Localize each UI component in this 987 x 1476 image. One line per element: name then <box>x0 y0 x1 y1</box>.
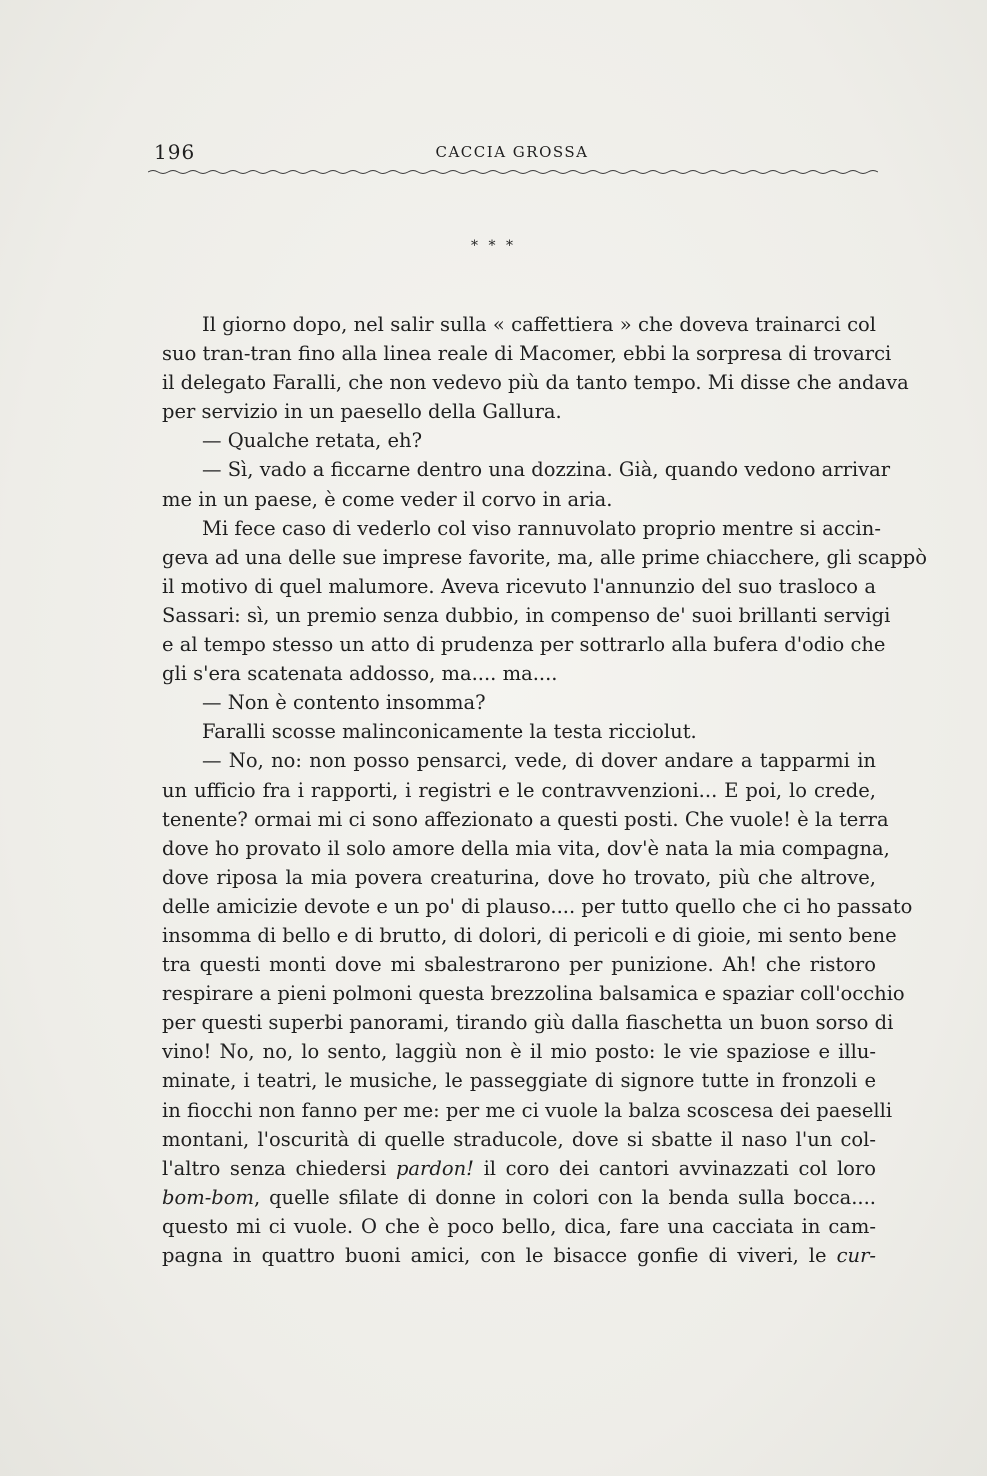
text-line: vino! No, no, lo sento, laggiù non è il mio posto: le vie spaziose e illu- <box>162 1040 876 1064</box>
text-segment: , quelle sfilate di donne in colori con la benda sulla bocca.... <box>254 1185 876 1209</box>
text-line: Mi fece caso di vederlo col viso rannuvolato proprio mentre si accin- <box>202 516 881 540</box>
header-wavy-rule <box>148 168 878 176</box>
section-break-asterisks: * * * <box>471 238 516 254</box>
text-line: gli s'era scatenata addosso, ma.... ma.... <box>162 662 558 686</box>
text-line: questo mi ci vuole. O che è poco bello, dica, fare una cacciata in cam- <box>162 1214 876 1238</box>
text-line: montani, l'oscurità di quelle straducole, dove si sbatte il naso l'un col- <box>162 1127 876 1151</box>
text-line: dove riposa la mia povera creaturina, dove ho trovato, più che altrove, <box>162 865 876 889</box>
text-line: — Qualche retata, eh? <box>202 429 423 453</box>
text-line: minate, i teatri, le musiche, le passeggiate di signore tutte in fronzoli e <box>162 1069 876 1093</box>
text-line <box>162 1241 876 1270</box>
text-line: geva ad una delle sue imprese favorite, ma, alle prime chiacchere, gli scappò <box>162 545 927 569</box>
page-number: 196 <box>154 140 196 164</box>
text-line: me in un paese, è come veder il corvo in aria. <box>162 487 613 511</box>
text-line <box>162 1154 876 1183</box>
body-text <box>162 310 927 1270</box>
text-line: per servizio in un paesello della Gallura. <box>162 400 562 424</box>
text-line <box>162 1183 876 1212</box>
text-line: per questi superbi panorami, tirando giù dalla fiaschetta un buon sorso di <box>162 1011 894 1035</box>
text-line: Il giorno dopo, nel salir sulla « caffettiera » che doveva trainarci col <box>202 313 876 336</box>
text-line: il delegato Faralli, che non vedevo più da tanto tempo. Mi disse che andava <box>162 371 909 395</box>
text-segment: il coro dei cantori avvinazzati col loro <box>474 1156 876 1180</box>
italic-word: bom-bom <box>162 1185 255 1209</box>
text-line: delle amicizie devote e un po' di plauso.... per tutto quello che ci ho passato <box>162 894 913 918</box>
text-segment: pagna in quattro buoni amici, con le bisacce gonfie di viveri, le <box>162 1244 837 1267</box>
page-header <box>148 140 876 166</box>
text-line: suo tran-tran fino alla linea reale di Macomer, ebbi la sorpresa di trovarci <box>162 342 892 366</box>
text-line: Sassari: sì, un premio senza dubbio, in compenso de' suoi brillanti servigi <box>162 603 891 627</box>
text-line: un ufficio fra i rapporti, i registri e le contravvenzioni... E poi, lo crede, <box>162 778 876 802</box>
text-line: e al tempo stesso un atto di prudenza per sottrarlo alla bufera d'odio che <box>162 633 886 657</box>
text-line: tra questi monti dove mi sbalestrarono per punizione. Ah! che ristoro <box>162 953 876 977</box>
text-line: Faralli scosse malinconicamente la testa ricciolut. <box>202 720 697 744</box>
text-line: il motivo di quel malumore. Aveva ricevuto l'annunzio del suo trasloco a <box>162 574 876 598</box>
text-line: — Sì, vado a ficcarne dentro una dozzina. Già, quando vedono arrivar <box>202 458 891 482</box>
text-line: in fiocchi non fanno per me: per me ci vuole la balza scoscesa dei paeselli <box>162 1098 893 1122</box>
text-line: respirare a pieni polmoni questa brezzolina balsamica e spaziar coll'occhio <box>162 982 905 1006</box>
italic-word: pardon! <box>395 1156 474 1180</box>
running-title: CACCIA GROSSA <box>435 143 589 161</box>
text-line: — Non è contento insomma? <box>202 691 486 715</box>
text-line: dove ho provato il solo amore della mia vita, dov'è nata la mia compagna, <box>162 836 890 860</box>
text-segment: l'altro senza chiedersi <box>162 1156 396 1180</box>
text-line: insomma di bello e di brutto, di dolori, di pericoli e di gioie, mi sento bene <box>162 923 897 947</box>
text-line: — No, no: non posso pensarci, vede, di dover andare a tapparmi in <box>202 749 876 773</box>
text-line: tenente? ormai mi ci sono affezionato a questi posti. Che vuole! è la terra <box>162 807 889 831</box>
italic-word: cur- <box>836 1244 876 1267</box>
